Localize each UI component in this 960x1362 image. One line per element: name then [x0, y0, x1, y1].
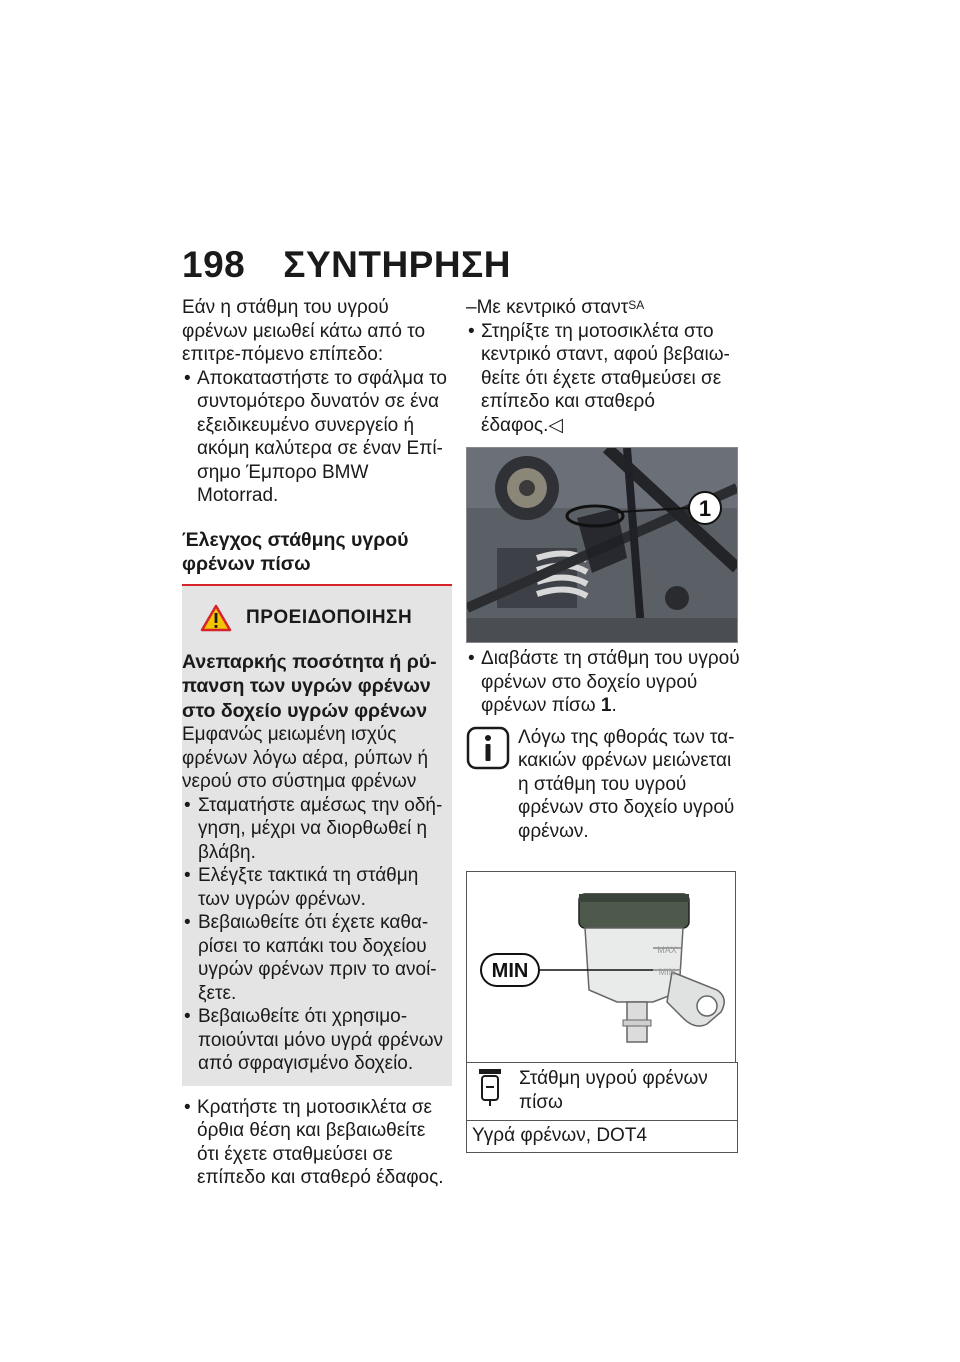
- stand-condition-text: –Με κεντρικό σταντ: [466, 297, 629, 318]
- warning-header: [182, 598, 448, 638]
- bullet-read-level-ref: 1: [600, 695, 612, 716]
- reservoir-diagram: [467, 872, 735, 1062]
- fluid-level-icon-wrap: [467, 1063, 517, 1120]
- warning-bullet: • Βεβαιωθείτε ότι έχετε καθα-ρίσει το καπάκι του δοχείου υγρών φρένων πριν το ανοί-ξετε.: [182, 911, 448, 1005]
- bullet-center-stand-text: Στηρίξτε τη μοτοσικλέτα στο κεντρικό σταντ, αφού βεβαιω-θείτε ότι έχετε σταθμεύσει σε επίπεδο και σταθερό έδαφος.: [481, 320, 730, 436]
- warning-bullet: • Ελέγξτε τακτικά τη στάθμη των υγρών φρένων.: [182, 864, 448, 911]
- brake-reservoir-photo: [466, 447, 738, 643]
- min-callout: MIN: [491, 960, 529, 982]
- stand-condition-sup: SA: [628, 298, 645, 312]
- info-note: [466, 726, 741, 844]
- page-number: 198: [182, 244, 246, 285]
- spec-table: [466, 1062, 738, 1153]
- info-icon-wrap: [466, 726, 518, 844]
- spec-value: Υγρά φρένων, DOT4: [467, 1120, 737, 1152]
- section-title: Έλεγχος στάθμης υγρού φρένων πίσω: [182, 528, 452, 586]
- left-column: [182, 296, 452, 1190]
- right-column: [466, 296, 741, 1153]
- warning-triangle-icon: [200, 604, 232, 632]
- chapter-title: ΣΥΝΤΗΡΗΣΗ: [283, 244, 511, 285]
- warning-heading: Ανεπαρκής ποσότητα ή ρύ-πανση των υγρών φρένων στο δοχείο υγρών φρένων: [182, 650, 437, 722]
- reservoir-illustration: [466, 871, 736, 1063]
- stand-condition: [466, 296, 741, 320]
- mark-max: MAX: [657, 945, 677, 955]
- warning-text: Εμφανώς μειωμένη ισχύς φρένων λόγω αέρα, ρύπων ή νερού στο σύστημα φρένων: [182, 724, 429, 792]
- bullet-read-level: • Διαβάστε τη στάθμη του υγρού φρένων στο δοχείο υγρού φρένων πίσω 1.: [466, 647, 741, 718]
- mark-min: MIN: [658, 967, 676, 977]
- warning-label: ΠΡΟΕΙΔΟΠΟΙΗΣΗ: [246, 606, 413, 628]
- bullet-center-stand: [466, 320, 741, 438]
- info-text: Λόγω της φθοράς των τα-κακιών φρένων μειώνεται η στάθμη του υγρού φρένων στο δοχείο υγρού φρένων.: [518, 726, 735, 842]
- motorcycle-frame-photo: [467, 448, 737, 642]
- warning-box: [182, 586, 452, 1086]
- photo-callout-1: 1: [698, 496, 712, 521]
- intro-text: Εάν η στάθμη του υγρού φρένων μειωθεί κάτω από το επιτρε-πόμενο επίπεδο:: [182, 297, 426, 365]
- warning-bullet: • Σταματήστε αμέσως την οδή-γηση, μέχρι να διορθωθεί η βλάβη.: [182, 794, 448, 865]
- page-header: [182, 244, 511, 286]
- bullet-read-level-text: Διαβάστε τη στάθμη του υγρού φρένων στο δοχείο υγρού φρένων πίσω: [481, 648, 740, 716]
- end-mark-icon: ◁: [548, 414, 563, 436]
- spec-title: Στάθμη υγρού φρένων πίσω: [519, 1068, 708, 1113]
- bullet-repair: • Αποκαταστήστε το σφάλμα το συντομότερο δυνατόν σε ένα εξειδικευμένο συνεργείο ή ακόμη καλύτερα σε έναν Επί-σημο Έμπορο BMW Motorrad.: [182, 367, 452, 508]
- spec-row-title: [467, 1062, 737, 1120]
- info-icon: [466, 726, 510, 770]
- warning-bullet: • Βεβαιωθείτε ότι χρησιμο-ποιούνται μόνο υγρά φρένων από σφραγισμένο δοχείο.: [182, 1005, 448, 1076]
- fluid-level-icon: [477, 1067, 503, 1107]
- bullet-upright: • Κρατήστε τη μοτοσικλέτα σε όρθια θέση και βεβαιωθείτε ότι έχετε σταθμεύσει σε επίπεδο και σταθερό έδαφος.: [182, 1096, 452, 1190]
